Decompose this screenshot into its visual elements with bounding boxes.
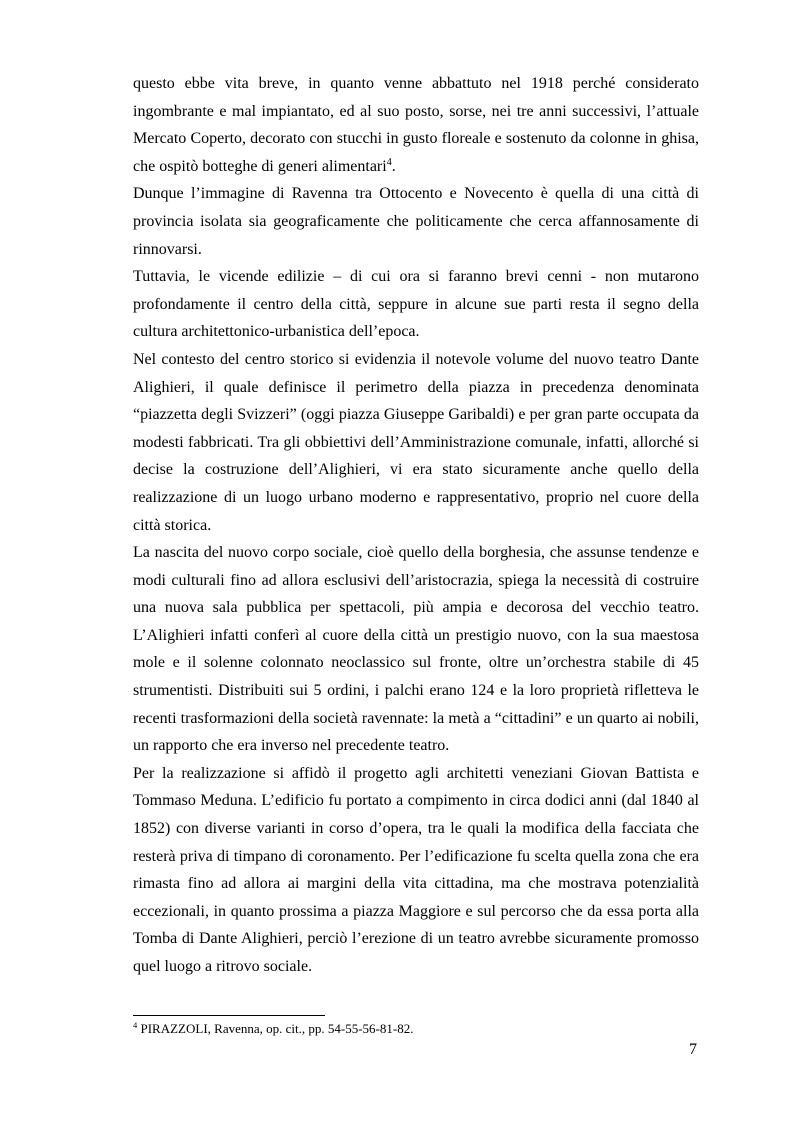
page-number: 7 bbox=[689, 1041, 697, 1058]
paragraph-3: Tuttavia, le vicende edilizie – di cui ora si faranno brevi cenni - non mutarono profondamente il centro della città, seppure in alcune sue parti resta il segno della cultura architettonico-urbanistica dell’epoca. bbox=[133, 268, 699, 341]
paragraph-2: Dunque l’immagine di Ravenna tra Ottocento e Novecento è quella di una città di provincia isolata sia geograficamente che politicamente che cerca affannosamente di rinnovarsi. bbox=[133, 185, 699, 258]
footnote bbox=[133, 1021, 699, 1037]
body-text bbox=[133, 70, 699, 981]
paragraph-1 bbox=[133, 70, 699, 180]
paragraph-4: Nel contesto del centro storico si evidenzia il notevole volume del nuovo teatro Dante Alighieri, il quale definisce il perimetro della piazza in precedenza denominata “piazzetta degli Svizzeri” (oggi piazza Giuseppe Garibaldi) e per gran parte occupata da modesti fabbricati. Tra gli obbiettivi dell’Amministrazione comunale, infatti, allorché si decise la costruzione dell’Alighieri, vi era stato sicuramente anche quello della realizzazione di un luogo urbano moderno e rappresentativo, proprio nel cuore della città storica. bbox=[133, 350, 699, 534]
footnote-marker: 4 bbox=[133, 1020, 138, 1030]
footnote-text: PIRAZZOLI, Ravenna, op. cit., pp. 54-55-56-81-82. bbox=[137, 1021, 414, 1036]
paragraph-6: Per la realizzazione si affidò il progetto agli architetti veneziani Giovan Battista e Tommaso Meduna. L’edificio fu portato a compimento in circa dodici anni (dal 1840 al 1852) con diverse varianti in corso d’opera, tra le quali la modifica della facciata che resterà priva di timpano di coronamento. Per l’edificazione fu scelta quella zona che era rimasta fino ad allora ai margini della vita cittadina, ma che mostrava potenzialità eccezionali, in quanto prossima a piazza Maggiore e sul percorso che da essa porta alla Tomba di Dante Alighieri, perciò l’erezione di un teatro avrebbe sicuramente promosso quel luogo a ritrovo sociale. bbox=[133, 764, 699, 975]
footnote-separator bbox=[133, 1015, 325, 1016]
paragraph-text: questo ebbe vita breve, in quanto venne abbattuto nel 1918 perché considerato ingombrante e mal impiantato, ed al suo posto, sorse, nei tre anni successivi, l’attuale Mercato Coperto, decorato con stucchi in gusto floreale e sostenuto da colonne in ghisa, che ospitò botteghe di generi alimentari bbox=[133, 75, 699, 175]
paragraph-text-end: . bbox=[391, 157, 396, 175]
footnote-reference: 4 bbox=[386, 156, 392, 168]
paragraph-5: La nascita del nuovo corpo sociale, cioè quello della borghesia, che assunse tendenze e modi culturali fino ad allora esclusivi dell’aristocrazia, spiega la necessità di costruire una nuova sala pubblica per spettacoli, più ampia e decorosa del vecchio teatro. L’Alighieri infatti conferì al cuore della città un prestigio nuovo, con la sua maestosa mole e il solenne colonnato neoclassico sul fronte, oltre un’orchestra stabile di 45 strumentisti. Distribuiti sui 5 ordini, i palchi erano 124 e la loro proprietà rifletteva le recenti trasformazioni della società ravennate: la metà a “cittadini” e un quarto ai nobili, un rapporto che era inverso nel precedente teatro. bbox=[133, 544, 699, 755]
